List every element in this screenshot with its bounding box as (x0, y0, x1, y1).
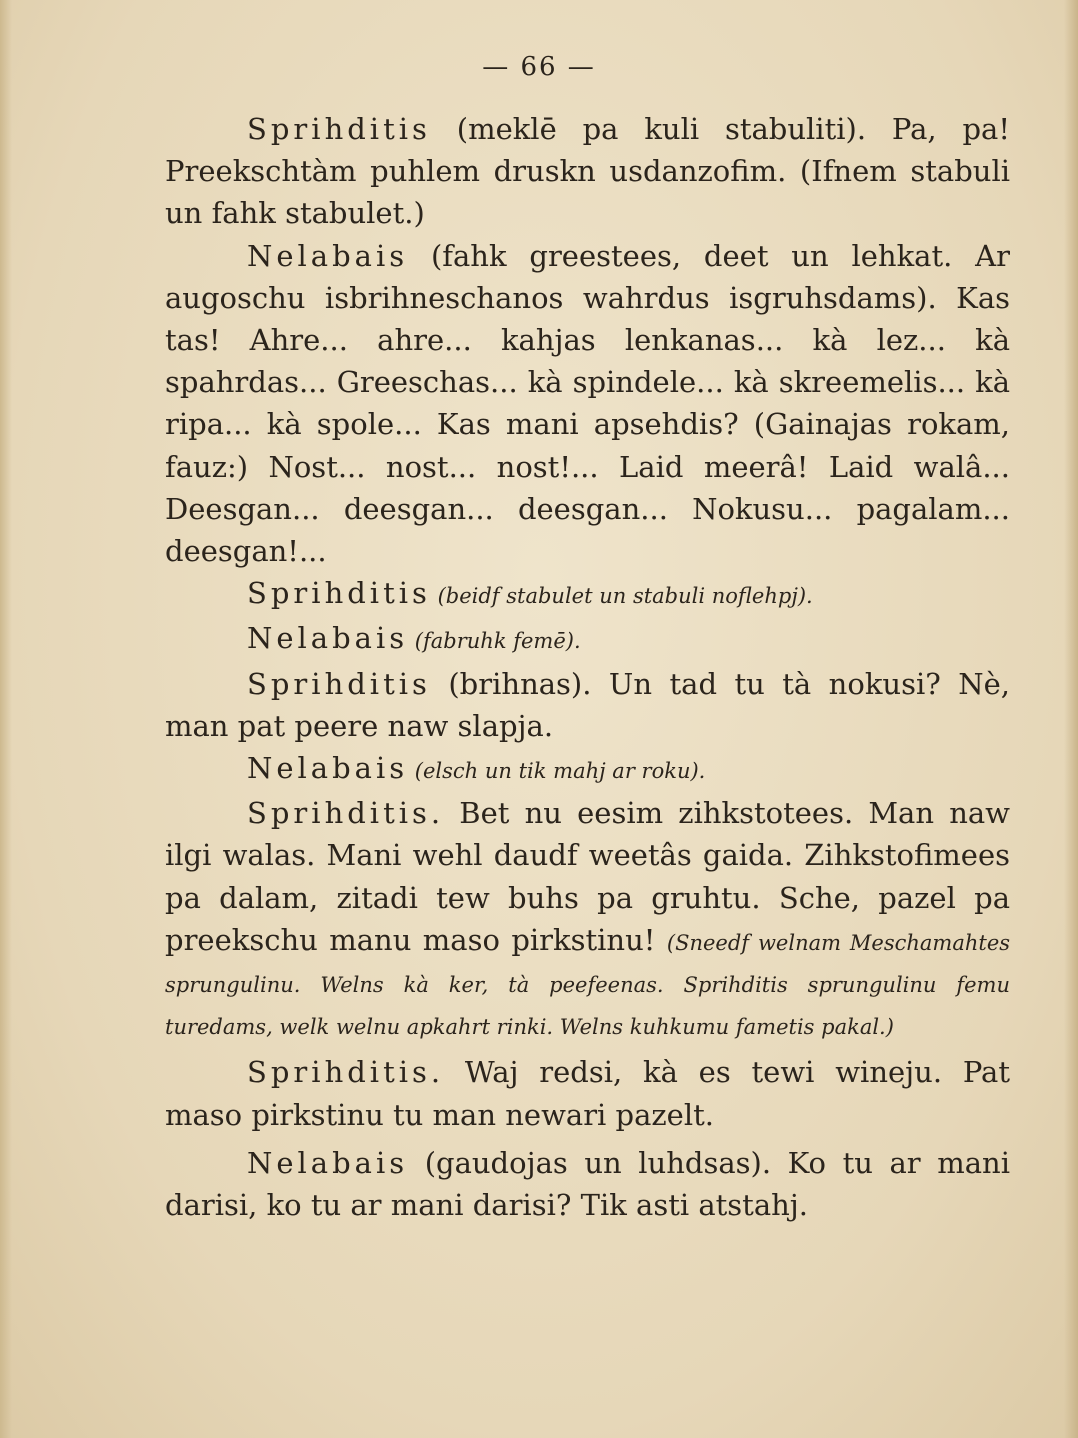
page-body (165, 108, 1010, 1226)
speaker-name: Nelabais (247, 621, 409, 656)
paragraph (165, 617, 1010, 662)
page-edge-right (1064, 0, 1078, 1438)
paragraph-text: (gaudojas un luhdsas). Ko tu ar mani darisi, ko tu ar mani darisi? Tik asti atstahj. (165, 1145, 1010, 1223)
paragraph (165, 235, 1010, 573)
paragraph (165, 1051, 1010, 1135)
stage-direction: (Sneedf welnam Meschamahtes sprungulinu. Welns kà ker, tà peefeenas. Sprihditis sprungulinu femu turedams, welk welnu apkahrt rinki. Welns kuhkumu fametis pakal.) (165, 930, 1011, 1040)
paragraph (165, 747, 1010, 792)
speaker-name: Sprihditis. (247, 796, 445, 831)
paragraph-text: Waj redsi, kà es tewi wineju. Pat maso pirkstinu tu man newari pazelt. (165, 1055, 1010, 1132)
speaker-name: Sprihditis. (247, 1055, 445, 1090)
speaker-name: Nelabais (247, 238, 409, 273)
paragraph-text: (fahk greestees, deet un lehkat. Ar augoschu isbrihneschanos wahrdus isgruhsdams). Kas tas! Ahre... ahre... kahjas lenkanas... kà lez... kà spahrdas... Greeschas... kà spindele... kà skreemelis... kà ripa... kà spole... Kas mani apsehdis? (Gainajas rokam, fauz:) Nost... nost... nost!... Laid meerâ! Laid walâ... Deesgan... deesgan... deesgan... Nokusu... pagalam... deesgan!... (165, 238, 1010, 569)
speaker-name: Sprihditis (247, 576, 431, 611)
page-number: — 66 — (482, 52, 596, 82)
speaker-name: Sprihditis (247, 112, 431, 146)
paragraph (165, 572, 1010, 617)
speaker-name: Nelabais (247, 1145, 409, 1180)
paragraph (165, 663, 1010, 747)
speaker-name: Nelabais (247, 751, 409, 786)
stage-direction: (elsch un tik mahj ar roku). (408, 759, 706, 784)
stage-direction: (beidf stabulet un stabuli noflehpj). (430, 584, 813, 609)
paragraph (165, 792, 1010, 1045)
page-edge-left (0, 0, 12, 1438)
paragraph-text: (brihnas). Un tad tu tà nokusi? Nè, man pat peere naw slapja. (165, 666, 1010, 743)
stage-direction: (fabruhk femē). (408, 629, 581, 654)
paragraph (165, 1142, 1010, 1226)
paragraph (165, 108, 1010, 235)
paragraph-text: Bet nu eesim zihkstotees. Man naw ilgi walas. Mani wehl daudf weetâs gaida. Zihkstofimees pa dalam, zitadi tew buhs pa gruhtu. Sche, pazel pa preekschu manu maso pirkstinu! (165, 796, 1010, 957)
speaker-name: Sprihditis (247, 666, 431, 701)
paragraph-text: (meklē pa kuli stabuliti). Pa, pa! Preekschtàm puhlem druskn usdanzofim. (Ifnem stabuli un fahk stabulet.) (165, 112, 1010, 231)
